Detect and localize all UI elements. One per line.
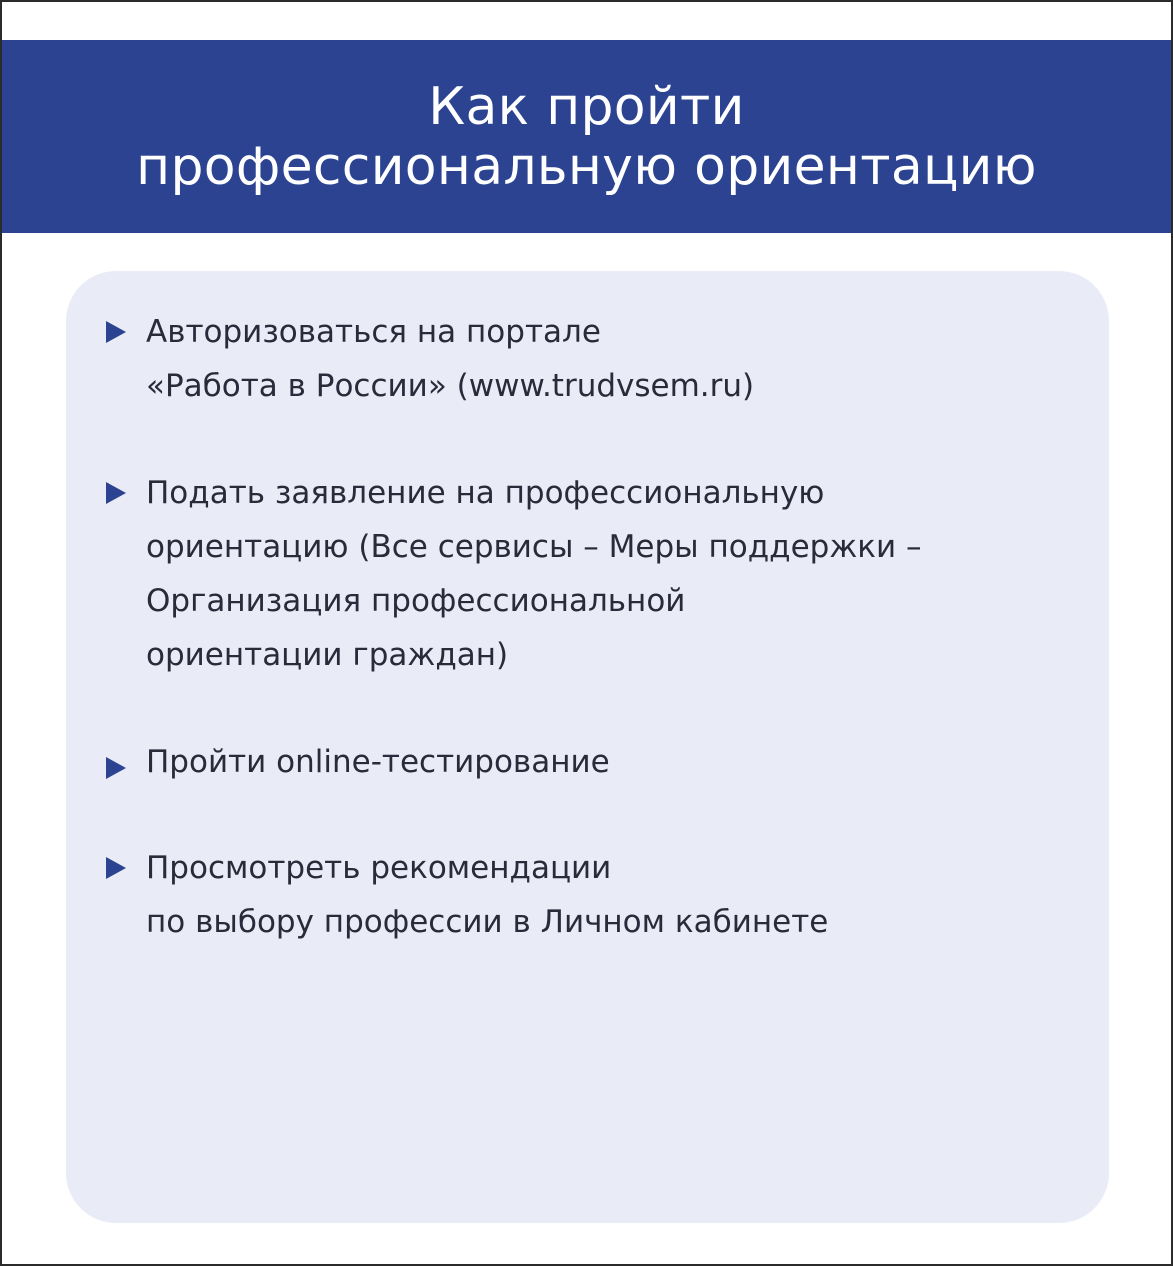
page-title-line-2: профессиональную ориентацию bbox=[136, 136, 1037, 197]
title-banner bbox=[2, 40, 1171, 233]
step-text bbox=[146, 305, 754, 413]
step-text bbox=[146, 735, 610, 789]
step-line: Пройти online-тестирование bbox=[146, 744, 610, 780]
triangle-bullet-icon bbox=[106, 757, 126, 779]
step-line: Подать заявление на профессиональную bbox=[146, 475, 825, 511]
step-line: Авторизоваться на портале bbox=[146, 314, 601, 350]
step-line: ориентацию (Все сервисы – Меры поддержки – bbox=[146, 529, 922, 565]
step-line: Просмотреть рекомендации bbox=[146, 850, 612, 886]
steps-card bbox=[66, 271, 1109, 1223]
step-text bbox=[146, 841, 828, 949]
page-title-line-1: Как пройти bbox=[428, 76, 745, 137]
step-line: ориентации граждан) bbox=[146, 637, 509, 673]
step-line: по выбору профессии в Личном кабинете bbox=[146, 904, 829, 940]
step-line: «Работа в России» (www.trudvsem.ru) bbox=[146, 368, 755, 404]
triangle-bullet-icon bbox=[106, 482, 126, 504]
triangle-bullet-icon bbox=[106, 321, 126, 343]
step-line: Организация профессиональной bbox=[146, 583, 686, 619]
step-text bbox=[146, 466, 921, 682]
triangle-bullet-icon bbox=[106, 857, 126, 879]
